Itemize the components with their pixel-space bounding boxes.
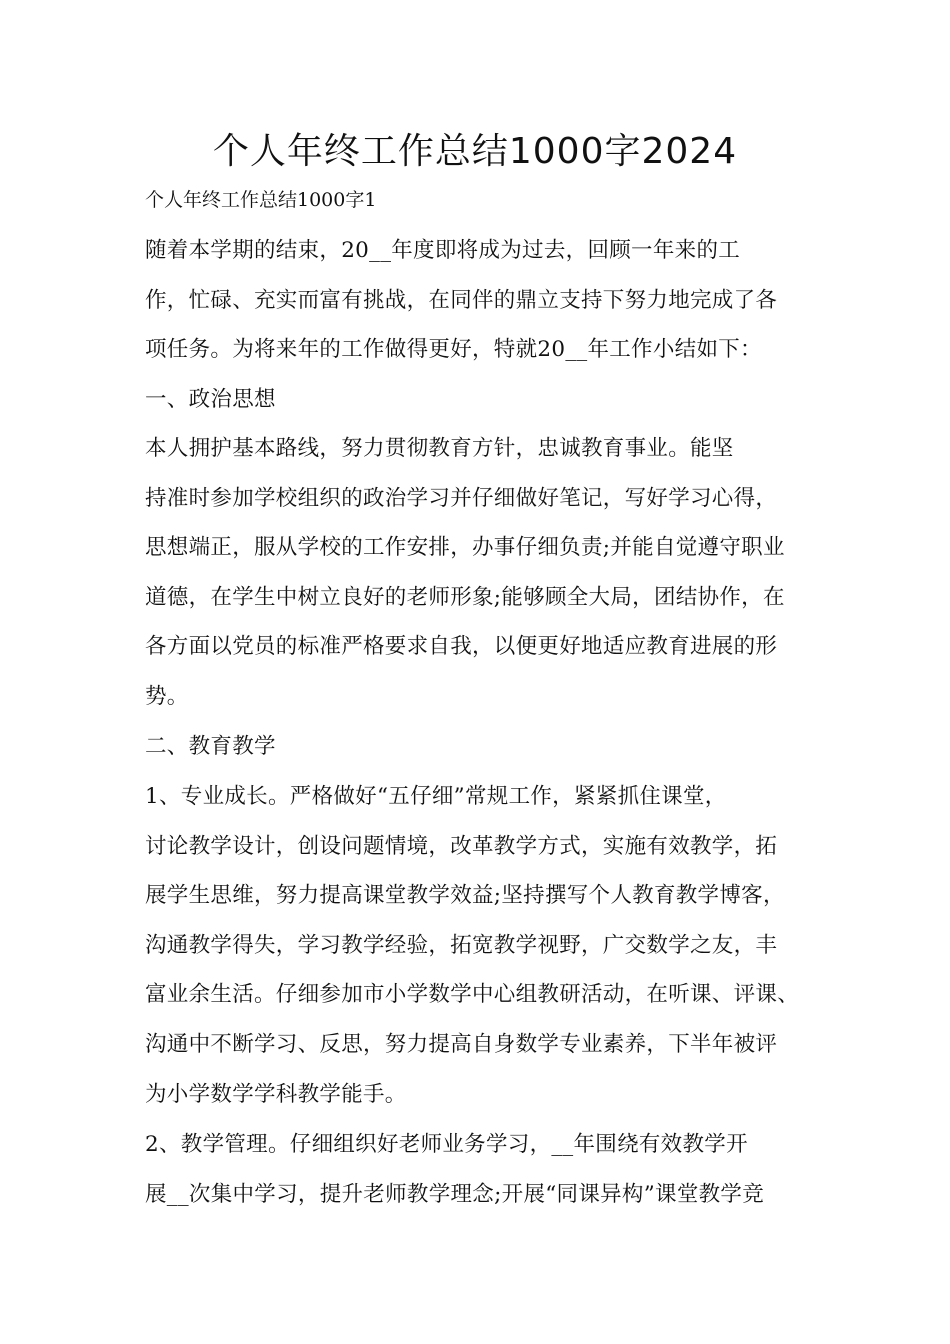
text-line: 为小学数学学科教学能手。 xyxy=(145,1081,407,1107)
text-line: 沟通中不断学习、反思，努力提高自身数学专业素养，下半年被评 xyxy=(145,1031,778,1057)
text-line: 本人拥护基本路线，努力贯彻教育方针，忠诚教育事业。能坚 xyxy=(145,436,734,461)
text-line: 1、专业成长。严格做好“五仔细”常规工作，紧紧抓住课堂， xyxy=(145,784,727,809)
section-heading-education xyxy=(145,722,810,772)
text-line: 展学生思维，努力提高课堂教学效益;坚持撰写个人教育教学博客， xyxy=(145,883,785,909)
text-line: 随着本学期的结束，20__年度即将成为过去，回顾一年来的工 xyxy=(145,238,741,263)
paragraph-intro xyxy=(145,226,810,375)
text-line: 道德，在学生中树立良好的老师形象;能够顾全大局，团结协作，在 xyxy=(145,584,785,610)
paragraph-professional-growth xyxy=(145,772,810,1119)
document-subtitle: 个人年终工作总结1000字1 xyxy=(145,189,377,211)
text-line: 展__次集中学习，提升老师教学理念;开展“同课异构”课堂教学竞 xyxy=(145,1181,765,1207)
text-line: 势。 xyxy=(145,683,189,709)
paragraph-teaching-management xyxy=(145,1120,810,1219)
text-line: 思想端正，服从学校的工作安排，办事仔细负责;并能自觉遵守职业 xyxy=(145,535,785,561)
text-line: 一、政治思想 xyxy=(145,387,276,412)
section-heading-politics xyxy=(145,375,810,425)
text-line: 讨论教学设计，创设问题情境，改革教学方式，实施有效教学，拓 xyxy=(145,833,778,859)
text-line: 各方面以党员的标准严格要求自我，以便更好地适应教育进展的形 xyxy=(145,634,778,660)
text-line: 富业余生活。仔细参加市小学数学中心组教研活动，在听课、评课、 xyxy=(145,982,800,1008)
text-line: 二、教育教学 xyxy=(145,734,276,759)
document-title: 个人年终工作总结1000字2024 xyxy=(212,131,738,172)
text-line: 2、教学管理。仔细组织好老师业务学习，__年围绕有效教学开 xyxy=(145,1132,748,1157)
text-line: 持准时参加学校组织的政治学习并仔细做好笔记，写好学习心得， xyxy=(145,485,778,511)
text-line: 项任务。为将来年的工作做得更好，特就20__年工作小结如下： xyxy=(145,337,762,363)
text-line: 作，忙碌、充实而富有挑战，在同伴的鼎立支持下努力地完成了各 xyxy=(145,287,778,313)
text-line: 沟通教学得失，学习教学经验，拓宽教学视野，广交数学之友，丰 xyxy=(145,932,778,958)
paragraph-politics xyxy=(145,424,810,722)
